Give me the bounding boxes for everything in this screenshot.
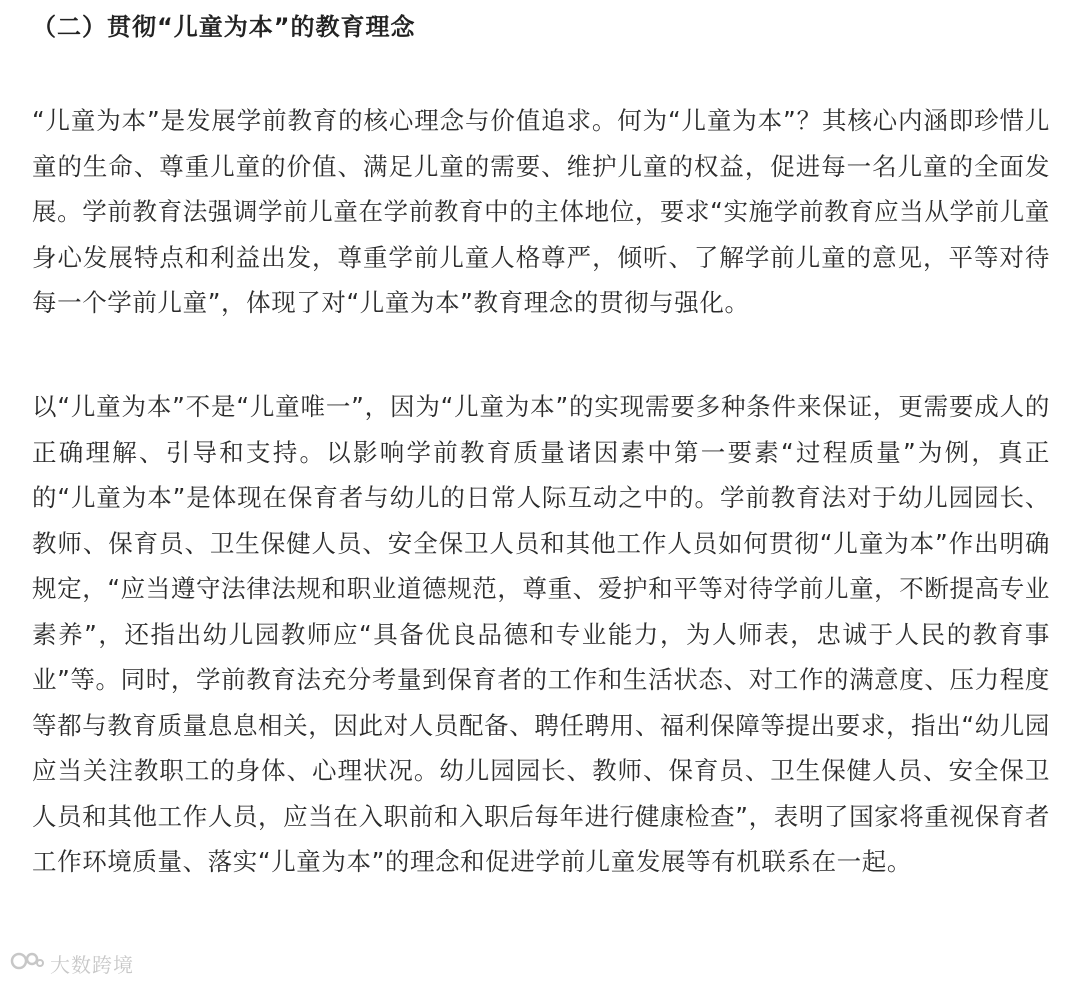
watermark-text: 大数跨境 [50,952,134,977]
watermark [10,948,134,978]
paragraph-2: 以“儿童为本”不是“儿童唯一”，因为“儿童为本”的实现需要多种条件来保证，更需要成人的正确理解、引导和支持。以影响学前教育质量诸因素中第一要素“过程质量”为例，真正的“儿童为本”是体现在保育者与幼儿的日常人际互动之中的。学前教育法对于幼儿园园长、教师、保育员、卫生保健人员、安全保卫人员和其他工作人员如何贯彻“儿童为本”作出明确规定，“应当遵守法律法规和职业道德规范，尊重、爱护和平等对待学前儿童，不断提高专业素养”，还指出幼儿园教师应“具备优良品德和专业能力，为人师表，忠诚于人民的教育事业”等。同时，学前教育法充分考量到保育者的工作和生活状态、对工作的满意度、压力程度等都与教育质量息息相关，因此对人员配备、聘任聘用、福利保障等提出要求，指出“幼儿园应当关注教职工的身体、心理状况。幼儿园园长、教师、保育员、卫生保健人员、安全保卫人员和其他工作人员，应当在入职前和入职后每年进行健康检查”，表明了国家将重视保育者工作环境质量、落实“儿童为本”的理念和促进学前儿童发展等有机联系在一起。 [32,392,1050,876]
section-heading: （二）贯彻“儿童为本”的教育理念 [32,13,416,41]
paragraph-1: “儿童为本”是发展学前教育的核心理念与价值追求。何为“儿童为本”？其核心内涵即珍惜儿童的生命、尊重儿童的价值、满足儿童的需要、维护儿童的权益，促进每一名儿童的全面发展。学前教育法强调学前儿童在学前教育中的主体地位，要求“实施学前教育应当从学前儿童身心发展特点和利益出发，尊重学前儿童人格尊严，倾听、了解学前儿童的意见，平等对待每一个学前儿童”，体现了对“儿童为本”教育理念的贯彻与强化。 [32,106,1050,317]
logo-icon [10,948,44,978]
